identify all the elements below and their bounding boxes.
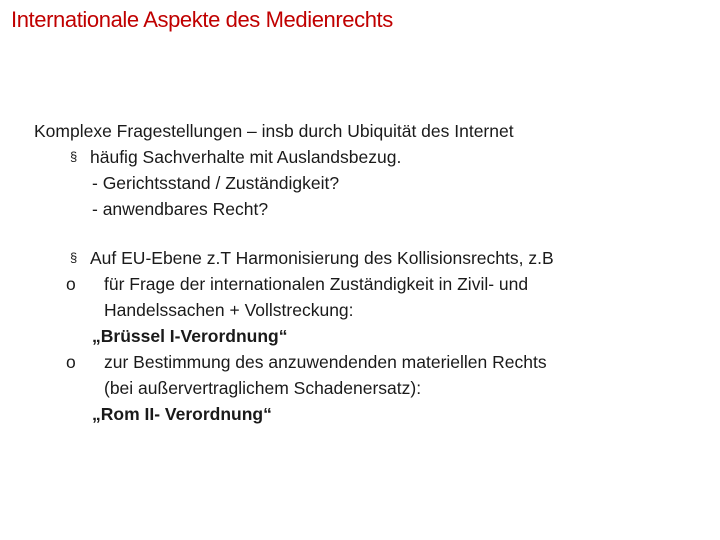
sub-item-1-line2: Handelssachen + Vollstreckung: [104, 300, 354, 320]
slide-body [34, 118, 704, 427]
lead-text: Komplexe Fragestellungen – insb durch Ubiquität des Internet [34, 121, 514, 141]
bullet-item-2 [34, 245, 704, 271]
sub-item-2-line1: o zur Bestimmung des anzuwendenden materiellen Rechts [34, 349, 704, 375]
circle-bullet-icon: o [66, 352, 76, 372]
bullet-text: Auf EU-Ebene z.T Harmonisierung des Kollisionsrechts, z.B [90, 248, 554, 268]
sub-question-1: - Gerichtsstand / Zuständigkeit? [92, 173, 340, 193]
section-bullet-icon: § [70, 149, 78, 164]
regulation-name-1: „Brüssel I-Verordnung“ [92, 326, 288, 346]
spacer [34, 222, 704, 245]
bullet-text: häufig Sachverhalte mit Auslandsbezug. [90, 147, 402, 167]
sub-item-1-line1: o für Frage der internationalen Zuständigkeit in Zivil- und [34, 271, 704, 297]
bullet-item-1 [34, 144, 704, 170]
sub-item-2-line2: (bei außervertraglichem Schadenersatz): [104, 378, 422, 398]
circle-bullet-icon: o [66, 274, 76, 294]
slide-title: Internationale Aspekte des Medienrechts [11, 7, 393, 32]
regulation-name-2: „Rom II- Verordnung“ [92, 404, 272, 424]
section-bullet-icon: § [70, 250, 78, 265]
sub-question-2: - anwendbares Recht? [92, 199, 269, 219]
